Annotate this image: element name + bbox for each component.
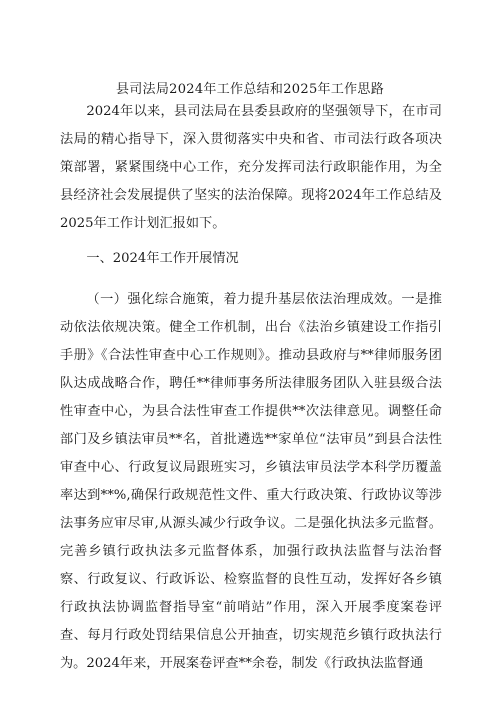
intro-paragraph: 2024年以来，县司法局在县委县政府的坚强领导下，在市司法局的精心指导下，深入贯彻落实中央和省、市司法行政各项决策部署，紧紧围绕中心工作，充分发挥司法行政职能作用，为全县经济社会发展提供了坚实的法治保障。现将2024年工作总结及2025年工作计划汇报如下。 [60,104,442,231]
section-heading: 一、2024年工作开展情况 [86,251,239,266]
document-title: 县司法局2024年工作总结和2025年工作思路 [115,82,385,97]
section-paragraph: （一）强化综合施策，着力提升基层依法治理成效。一是推动依法依规决策。健全工作机制，出台《法治乡镇建设工作指引手册》《合法性审查中心工作规则》。推动县政府与**律师服务团队达成战略合作，聘任**律师事务所法律服务团队入驻县级合法性审查中心，为县合法性审查工作提供**次法律意见。调整任命部门及乡镇法审员**名，首批遴选**家单位“法审员”到县合法性审查中心、行政复议局跟班实习，乡镇法审员法学本科学历覆盖率达到**%,确保行政规范性文件、重大行政决策、行政协议等涉法事务应审尽审,从源头减少行政争议。二是强化执法多元监督。完善乡镇行政执法多元监督体系，加强行政执法监督与法治督察、行政复议、行政诉讼、检察监督的良性互动，发挥好各乡镇行政执法协调监督指导室“前哨站”作用，深入开展季度案卷评查、每月行政处罚结果信息公开抽查，切实规范乡镇行政执法行为。2024年来，开展案卷评查**余卷，制发《行政执法监督通 [60,292,442,671]
